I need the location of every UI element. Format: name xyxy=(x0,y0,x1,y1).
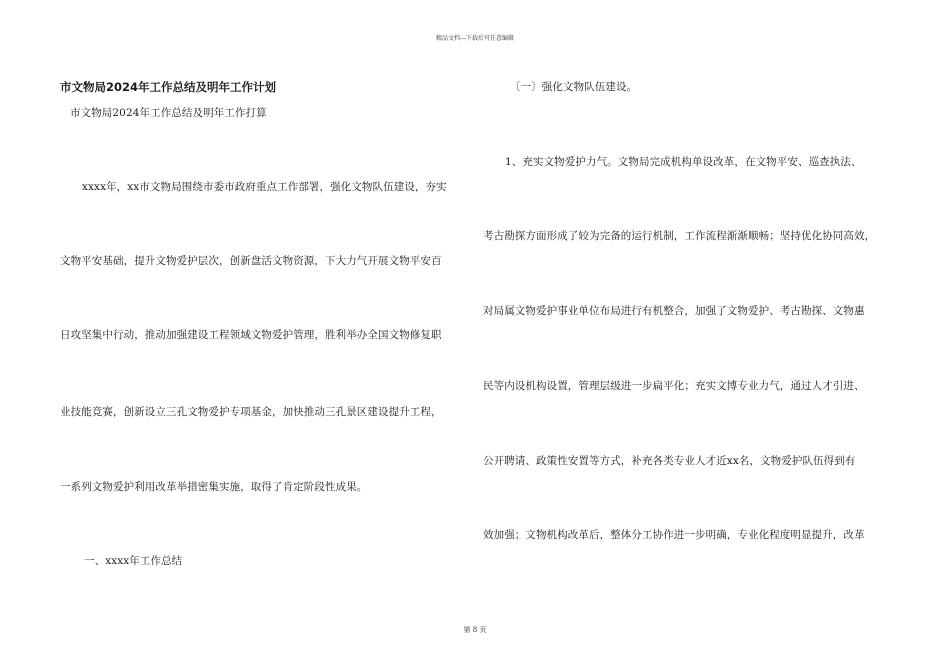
paragraph-line: 1、充实文物爱护力气。文物局完成机构单设改革，在文物平安、巡查执法、 xyxy=(505,156,862,168)
paragraph-line: 对局属文物爱护事业单位布局进行有机整合，加强了文物爱护、考古勘探、文物惠 xyxy=(483,305,865,317)
paragraph-line: 文物平安基础，提升文物爱护层次，创新盘活文物资源，下大力气开展文物平安百 xyxy=(60,255,442,267)
document-subtitle: 市文物局2024年工作总结及明年工作打算 xyxy=(70,107,267,119)
page-number: 第 8 页 xyxy=(463,626,487,634)
document-title: 市文物局2024年工作总结及明年工作计划 xyxy=(60,80,277,94)
paragraph-line: xxxx年，xx市文物局围绕市委市政府重点工作部署，强化文物队伍建设，夯实 xyxy=(82,181,447,193)
section-subheading: 〔一〕强化文物队伍建设。 xyxy=(510,81,638,93)
paragraph-line: 效加强；文物机构改革后，整体分工协作进一步明确，专业化程度明显提升，改革 xyxy=(483,529,865,541)
paragraph-line: 业技能竞赛，创新设立三孔文物爱护专项基金，加快推动三孔景区建设提升工程， xyxy=(60,406,442,418)
paragraph-line: 考古勘探方面形成了较为完备的运行机制，工作流程渐渐顺畅；坚持优化协同高效， xyxy=(483,230,876,242)
section-heading: 一、xxxx年工作总结 xyxy=(84,555,183,567)
page-header: 精品文档---下载后可任意编辑 xyxy=(435,35,515,42)
paragraph-line: 民等内设机构设置，管理层级进一步扁平化；充实文博专业力气，通过人才引进、 xyxy=(483,380,865,392)
paragraph-line: 日攻坚集中行动，推动加强建设工程领域文物爱护管理，胜利举办全国文物修复职 xyxy=(60,329,442,341)
paragraph-line: 公开聘请、政策性安置等方式，补充各类专业人才近xx名，文物爱护队伍得到有 xyxy=(483,455,856,467)
paragraph-line: 一系列文物爱护利用改革举措密集实施，取得了肯定阶段性成果。 xyxy=(60,481,368,493)
